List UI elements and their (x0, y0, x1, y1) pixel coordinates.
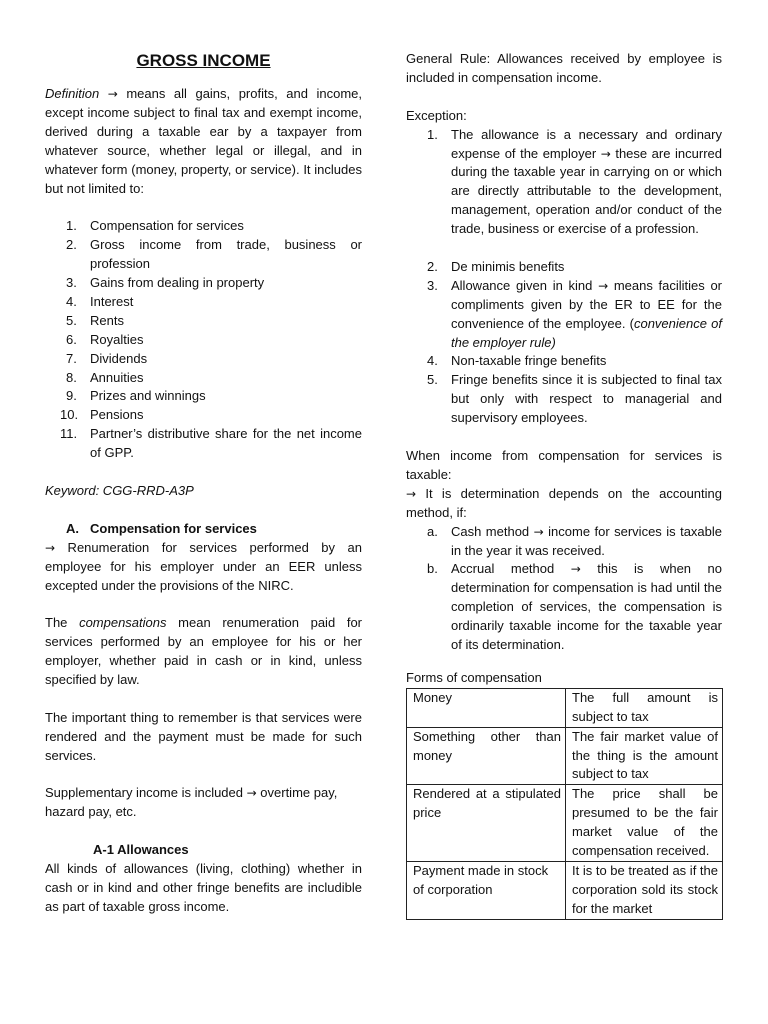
section-a-paragraph-1: → Renumeration for services performed by an employee for his employer under an EER unless excepted under the provisions of the NIRC. (45, 539, 362, 593)
determination-line: → It is determination depends on the accounting method, if: (406, 485, 722, 520)
list-item: 3. Allowance given in kind → means facilities or compliments given by the ER to EE for the convenience of the employee. (convenience of the employer rule) (427, 277, 723, 350)
list-item: 9. Prizes and winnings (66, 388, 206, 404)
list-item: 6. Royalties (66, 331, 144, 347)
definition-label: Definition (45, 86, 100, 101)
section-a-paragraph-2: The compensations mean renumeration paid for services performed by an employee for his or her employer, whether paid in cash or in kind, unless specified by law. (45, 615, 363, 688)
list-item: 7. Dividends (66, 350, 148, 366)
list-item: b. Accrual method → this is when no determination for compensation is had until the completion of services, the compensation is ordinarily taxable income for the taxable year of its determination. (427, 561, 722, 653)
keyword-line: Keyword: CGG-RRD-A3P (45, 483, 194, 498)
section-a-paragraph-3: The important thing to remember is that services were rendered and the payment must be made for such services. (45, 709, 362, 763)
section-a-paragraph-4: Supplementary income is included → overtime pay, hazard pay, etc. (45, 785, 338, 820)
when-taxable-intro: When income from compensation for services is taxable: (406, 447, 722, 482)
list-item: 4. Non-taxable fringe benefits (427, 353, 607, 369)
exception-list (406, 126, 722, 239)
arrow-icon: → (107, 87, 118, 101)
forms-caption: Forms of compensation (406, 669, 542, 685)
exception-list-cont (406, 258, 722, 428)
definition-text: means all gains, profits, and income, except income subject to final tax and exempt income, derived during a taxable ear by a taxpayer from whatever source, whether legal or illegal, and in whatever form (money, property, or service). It includes but not limited to: (45, 86, 362, 196)
arrow-icon: → (600, 146, 611, 161)
list-item: 2. Gross income from trade, business or profession (66, 237, 362, 272)
list-item: 3. Gains from dealing in property (66, 275, 265, 291)
arrow-icon: → (406, 486, 417, 501)
table-row: Money The full amount is subject to tax (407, 688, 723, 727)
section-a1-heading: A-1 Allowances (93, 842, 189, 858)
list-item: 11. Partner’s distributive share for the net income of GPP. (60, 426, 362, 461)
table-row: Something other than money The fair market value of the thing is the amount subject to tax (407, 727, 723, 785)
method-list (406, 523, 722, 655)
definition-paragraph (45, 85, 362, 198)
arrow-icon: → (45, 540, 56, 555)
table-row: Rendered at a stipulated price The price shall be presumed to be the fair market value of the compensation received. (407, 785, 723, 862)
income-list (45, 217, 362, 463)
arrow-icon: → (246, 786, 257, 801)
right-column (406, 50, 722, 920)
list-item: 1. The allowance is a necessary and ordinary expense of the employer → these are incurred during the taxable year in carrying on or which are directly attributable to the development, management, operation and/or conduct of the trade, business or exercise of a profession. (427, 126, 722, 237)
exception-label: Exception: (406, 107, 467, 123)
list-item: 2. De minimis benefits (427, 258, 565, 274)
list-item: 5. Fringe benefits since it is subjected to final tax but only with respect to managerial and supervisory employees. (427, 372, 722, 426)
list-item: 4. Interest (66, 293, 134, 309)
arrow-icon: → (598, 278, 609, 293)
page-title: GROSS INCOME (136, 51, 271, 70)
list-item: 10. Pensions (60, 407, 144, 423)
forms-table (406, 688, 723, 920)
list-item: 1. Compensation for services (66, 218, 244, 234)
general-rule: General Rule: Allowances received by employee is included in compensation income. (406, 51, 722, 85)
arrow-icon: → (533, 524, 544, 539)
table-row: Payment made in stock of corporation It is to be treated as if the corporation sold its stock for the market (407, 862, 723, 920)
arrow-icon: → (570, 562, 581, 577)
list-item: a. Cash method → income for services is taxable in the year it was received. (427, 523, 723, 558)
left-column (45, 50, 362, 917)
section-a1-paragraph: All kinds of allowances (living, clothing) whether in cash or in kind and other fringe benefits are includible as part of taxable gross income. (45, 861, 362, 914)
list-item: 5. Rents (66, 312, 124, 328)
section-a-heading: A. Compensation for services (66, 520, 257, 536)
list-item: 8. Annuities (66, 369, 144, 385)
